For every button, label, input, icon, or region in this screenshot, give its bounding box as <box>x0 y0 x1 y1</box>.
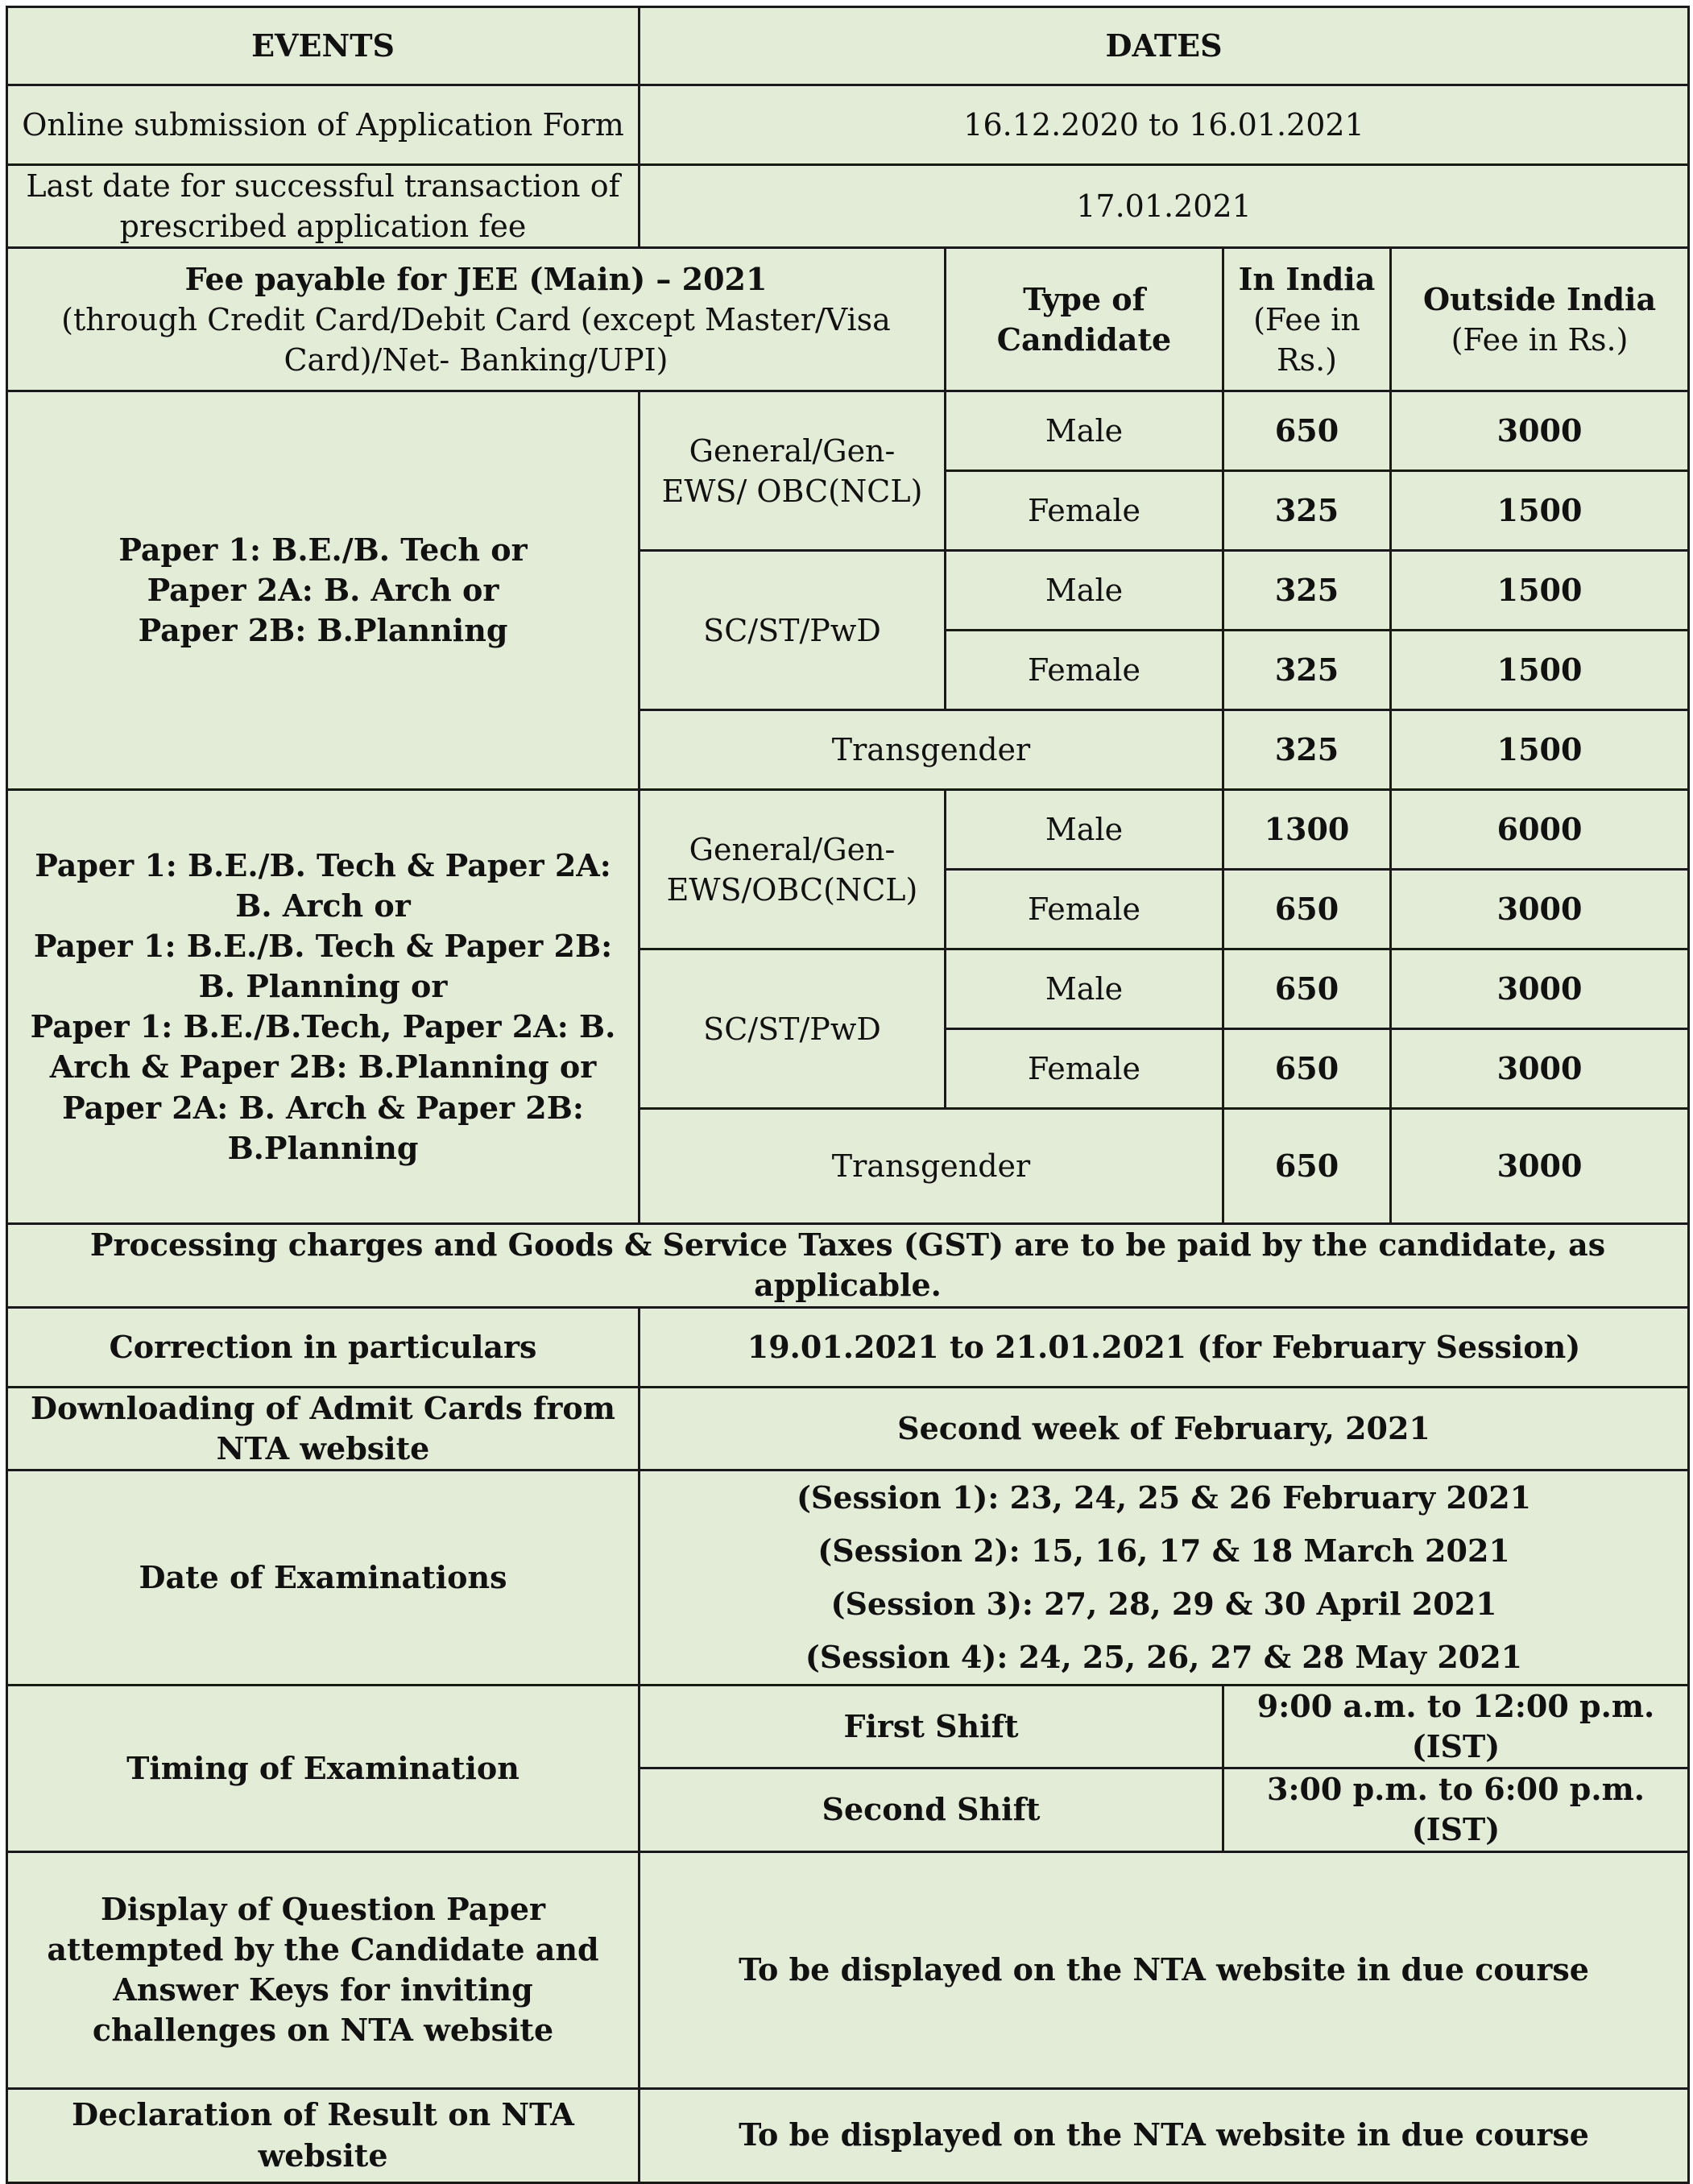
gender-label: Female <box>946 471 1223 551</box>
fee-india: 325 <box>1223 471 1391 551</box>
fee-outside: 3000 <box>1391 949 1689 1029</box>
online-submission-event: Online submission of Application Form <box>7 85 640 165</box>
correction-row <box>7 1307 1689 1387</box>
fee-outside: 1500 <box>1391 471 1689 551</box>
fee-india: 325 <box>1223 710 1391 790</box>
admit-cards-event: Downloading of Admit Cards from NTA website <box>7 1387 640 1470</box>
fee-outside: 1500 <box>1391 710 1689 790</box>
fee-india: 325 <box>1223 551 1391 631</box>
in-india-title: In India <box>1238 260 1376 297</box>
last-date-fee-row <box>7 165 1689 248</box>
admit-cards-date: Second week of February, 2021 <box>640 1387 1689 1470</box>
in-india-unit: (Fee in Rs.) <box>1253 301 1360 378</box>
result-row <box>7 2088 1689 2182</box>
second-shift-label: Second Shift <box>640 1768 1223 1851</box>
last-date-fee-event: Last date for successful transaction of prescribed application fee <box>7 165 640 248</box>
paper-line: Paper 1: B.E./B.Tech, Paper 2A: B. Arch & Paper 2B: B.Planning or <box>30 1008 616 1086</box>
timing-row <box>7 1685 1689 1768</box>
fee-india: 650 <box>1223 1109 1391 1224</box>
exam-sessions <box>640 1470 1689 1685</box>
question-paper-date: To be displayed on the NTA website in due course <box>640 1851 1689 2088</box>
paper-line: Paper 2A: B. Arch & Paper 2B: B.Planning <box>62 1089 584 1166</box>
fee-row <box>7 391 1689 471</box>
second-shift-time: 3:00 p.m. to 6:00 p.m. (IST) <box>1223 1768 1689 1851</box>
session-line: (Session 4): 24, 25, 26, 27 & 28 May 2021 <box>805 1638 1523 1675</box>
type-of-candidate-header: Type of Candidate <box>946 248 1223 391</box>
exam-dates-row <box>7 1470 1689 1685</box>
question-paper-event: Display of Question Paper attempted by the Candidate and Answer Keys for inviting challenges on NTA website <box>7 1851 640 2088</box>
fee-outside: 6000 <box>1391 790 1689 870</box>
timing-event: Timing of Examination <box>7 1685 640 1851</box>
session-line: (Session 3): 27, 28, 29 & 30 April 2021 <box>830 1585 1497 1622</box>
first-shift-label: First Shift <box>640 1685 1223 1768</box>
paper-line: Paper 1: B.E./B. Tech or <box>118 532 528 569</box>
gender-label: Female <box>946 1029 1223 1109</box>
fee-outside: 3000 <box>1391 391 1689 471</box>
fee-india: 325 <box>1223 631 1391 710</box>
fee-india: 1300 <box>1223 790 1391 870</box>
exam-dates-event: Date of Examinations <box>7 1470 640 1685</box>
category-general: General/Gen-EWS/OBC(NCL) <box>640 790 946 949</box>
gender-label: Male <box>946 949 1223 1029</box>
session-line: (Session 2): 15, 16, 17 & 18 March 2021 <box>818 1532 1510 1569</box>
fee-india: 650 <box>1223 870 1391 949</box>
gender-label: Male <box>946 790 1223 870</box>
fee-header-subtitle: (through Credit Card/Debit Card (except Master/Visa Card)/Net- Banking/UPI) <box>61 301 891 378</box>
fee-outside: 1500 <box>1391 551 1689 631</box>
fee-group-1-papers <box>7 391 640 790</box>
fee-outside: 3000 <box>1391 1109 1689 1224</box>
admit-cards-row <box>7 1387 1689 1470</box>
transgender-label: Transgender <box>640 710 1223 790</box>
category-sc: SC/ST/PwD <box>640 949 946 1109</box>
gender-label: Male <box>946 551 1223 631</box>
paper-line: Paper 2B: B.Planning <box>138 612 508 649</box>
processing-note: Processing charges and Goods & Service Taxes (GST) are to be paid by the candidate, as applicable. <box>7 1224 1689 1307</box>
correction-event: Correction in particulars <box>7 1307 640 1387</box>
dates-header: DATES <box>640 7 1689 85</box>
question-paper-row <box>7 1851 1689 2088</box>
gender-label: Female <box>946 870 1223 949</box>
session-line: (Session 1): 23, 24, 25 & 26 February 2021 <box>796 1479 1532 1516</box>
gender-label: Male <box>946 391 1223 471</box>
fee-row <box>7 790 1689 870</box>
fee-header-title: Fee payable for JEE (Main) – 2021 <box>184 260 768 297</box>
online-submission-row <box>7 85 1689 165</box>
paper-line: Paper 1: B.E./B. Tech & Paper 2A: B. Arch or <box>35 846 611 924</box>
result-date: To be displayed on the NTA website in due course <box>640 2088 1689 2182</box>
fee-group-2-papers <box>7 790 640 1224</box>
fee-india: 650 <box>1223 1029 1391 1109</box>
schedule-table <box>6 6 1690 2184</box>
last-date-fee-date: 17.01.2021 <box>640 165 1689 248</box>
fee-india: 650 <box>1223 949 1391 1029</box>
outside-india-title: Outside India <box>1422 280 1657 317</box>
fee-outside: 1500 <box>1391 631 1689 710</box>
fee-outside: 3000 <box>1391 870 1689 949</box>
fee-india: 650 <box>1223 391 1391 471</box>
correction-date: 19.01.2021 to 21.01.2021 (for February Session) <box>640 1307 1689 1387</box>
header-row <box>7 7 1689 85</box>
transgender-label: Transgender <box>640 1109 1223 1224</box>
category-general: General/Gen-EWS/ OBC(NCL) <box>640 391 946 551</box>
result-event: Declaration of Result on NTA website <box>7 2088 640 2182</box>
events-header: EVENTS <box>7 7 640 85</box>
paper-line: Paper 2A: B. Arch or <box>147 572 499 609</box>
paper-line: Paper 1: B.E./B. Tech & Paper 2B: B. Planning or <box>33 928 613 1005</box>
outside-india-unit: (Fee in Rs.) <box>1451 321 1629 358</box>
fee-outside: 3000 <box>1391 1029 1689 1109</box>
category-sc: SC/ST/PwD <box>640 551 946 710</box>
fee-header-title-cell <box>7 248 946 391</box>
outside-india-header <box>1391 248 1689 391</box>
fee-header-row <box>7 248 1689 391</box>
processing-note-row <box>7 1224 1689 1307</box>
first-shift-time: 9:00 a.m. to 12:00 p.m. (IST) <box>1223 1685 1689 1768</box>
gender-label: Female <box>946 631 1223 710</box>
in-india-header <box>1223 248 1391 391</box>
online-submission-date: 16.12.2020 to 16.01.2021 <box>640 85 1689 165</box>
